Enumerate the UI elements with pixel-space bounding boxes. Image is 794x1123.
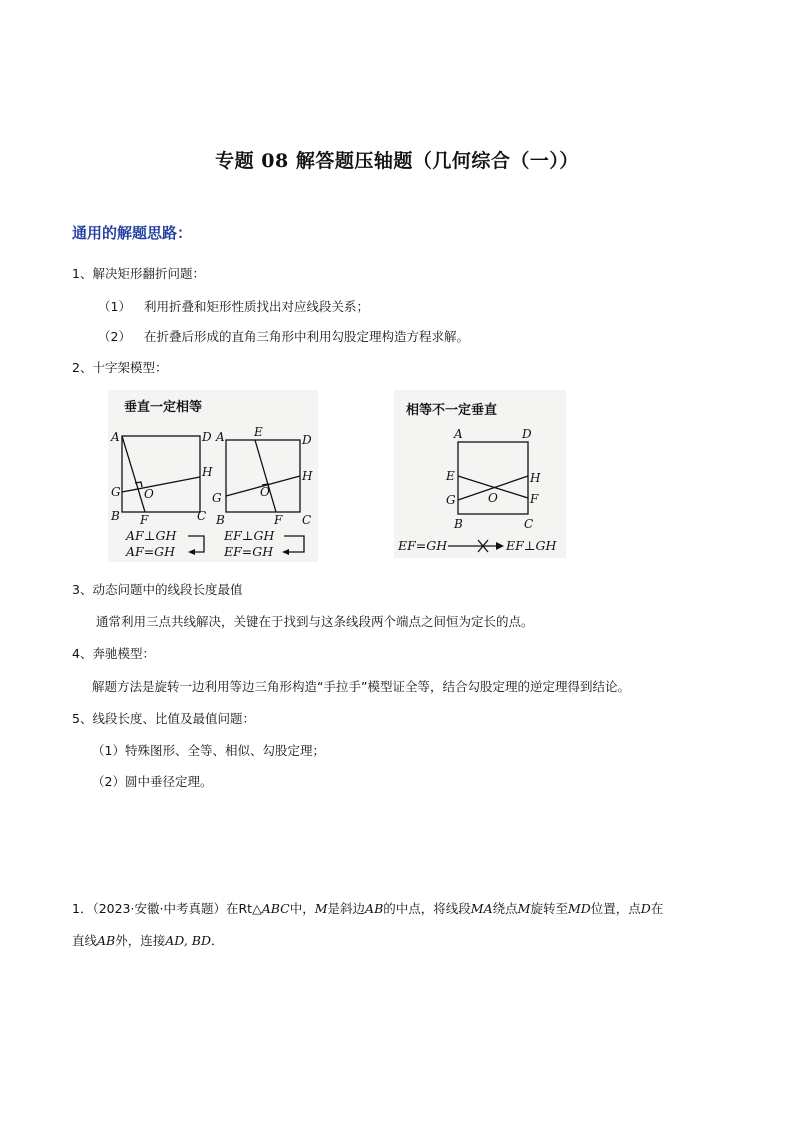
math-md: MD bbox=[567, 901, 591, 916]
item-1-label: 1、解决矩形翻折问题： bbox=[72, 266, 205, 281]
label-o: O bbox=[488, 491, 498, 505]
label-d: D bbox=[202, 430, 212, 444]
item-3-text: 通常利用三点共线解决，关键在于找到与这条线段两个端点之间恒为定长的点。 bbox=[96, 614, 534, 629]
problem-text: ． bbox=[211, 933, 224, 948]
figure-caption: 相等不一定垂直 bbox=[406, 403, 498, 418]
figure-perpendicular-implies-equal bbox=[108, 390, 318, 562]
label-h: H bbox=[202, 465, 213, 479]
math-abc: ABC bbox=[261, 901, 290, 916]
label-o: O bbox=[144, 487, 154, 501]
math-ab: AB bbox=[97, 933, 116, 948]
label-e: E bbox=[254, 425, 263, 439]
label-g: G bbox=[111, 485, 121, 499]
page-title: 专题 08 解答题压轴题（几何综合（一）） bbox=[215, 150, 579, 172]
equation-perpendicular: AF⊥GH bbox=[126, 528, 177, 543]
equation-perpendicular: EF⊥GH bbox=[224, 528, 275, 543]
problem-text: 1．（2023·安徽·中考真题）在Rt bbox=[72, 901, 253, 916]
label-c: C bbox=[302, 513, 312, 527]
problem-text: 的中点，将线段 bbox=[383, 901, 471, 916]
problem-text: 直线 bbox=[72, 933, 98, 948]
label-f: F bbox=[140, 513, 149, 527]
equation-equal: EF=GH bbox=[224, 544, 274, 559]
item-4-label: 4、奔驰模型： bbox=[72, 646, 155, 661]
item-4-text: 解题方法是旋转一边利用等边三角形构造“手拉手”模型证全等，结合勾股定理的逆定理得到结论。 bbox=[92, 679, 630, 694]
label-f: F bbox=[530, 492, 539, 506]
problem-1-line-1 bbox=[72, 899, 663, 917]
equation-equal: EF=GH bbox=[398, 538, 448, 553]
label-a: A bbox=[111, 430, 120, 444]
label-c: C bbox=[197, 509, 207, 523]
math-ab: AB bbox=[365, 901, 384, 916]
label-b: B bbox=[216, 513, 225, 527]
label-g: G bbox=[212, 491, 222, 505]
label-b: B bbox=[111, 509, 120, 523]
item-1-sub-2 bbox=[98, 327, 469, 345]
figure-equal-not-necessarily-perpendicular bbox=[394, 390, 566, 558]
section-heading: 通用的解题思路： bbox=[72, 224, 193, 242]
math-m: M bbox=[314, 901, 328, 916]
label-h: H bbox=[302, 469, 313, 483]
math-ma: MA bbox=[470, 901, 493, 916]
label-d: D bbox=[302, 433, 312, 447]
item-5-label: 5、线段长度、比值及最值问题： bbox=[72, 711, 255, 726]
equation-equal: AF=GH bbox=[126, 544, 176, 559]
math-ad-bd: AD, BD bbox=[165, 933, 212, 948]
problem-text: 旋转至 bbox=[530, 901, 568, 916]
figure-caption: 垂直一定相等 bbox=[124, 400, 203, 415]
equation-perpendicular: EF⊥GH bbox=[506, 538, 557, 553]
triangle-symbol: △ bbox=[252, 901, 262, 916]
item-5-sub-1: （1）特殊图形、全等、相似、勾股定理； bbox=[92, 743, 325, 758]
label-e: E bbox=[446, 469, 455, 483]
label-b: B bbox=[454, 517, 463, 531]
label-c: C bbox=[524, 517, 534, 531]
problem-text: 外，连接 bbox=[115, 933, 166, 948]
problem-text: 位置，点 bbox=[590, 901, 641, 916]
label-o: O bbox=[260, 485, 270, 499]
problem-1-line-2 bbox=[72, 931, 224, 949]
label-h: H bbox=[530, 471, 541, 485]
problem-text: 中， bbox=[289, 901, 315, 916]
sub-text: 利用折叠和矩形性质找出对应线段关系； bbox=[144, 299, 370, 314]
problem-text: 在 bbox=[650, 901, 664, 916]
item-2-label: 2、十字架模型： bbox=[72, 360, 168, 375]
item-5-sub-2: （2）圆中垂径定理。 bbox=[92, 774, 213, 789]
label-d: D bbox=[522, 427, 532, 441]
label-g: G bbox=[446, 493, 456, 507]
sub-number: （2） bbox=[98, 329, 131, 344]
sub-text: 在折叠后形成的直角三角形中利用勾股定理构造方程求解。 bbox=[144, 329, 470, 344]
item-1-sub-1 bbox=[98, 297, 369, 315]
math-d: D bbox=[640, 901, 651, 916]
sub-number: （1） bbox=[98, 299, 131, 314]
problem-text: 绕点 bbox=[492, 901, 518, 916]
label-f: F bbox=[274, 513, 283, 527]
item-3-label: 3、动态问题中的线段长度最值 bbox=[72, 582, 243, 597]
label-a: A bbox=[216, 430, 225, 444]
math-m: M bbox=[517, 901, 531, 916]
label-a: A bbox=[454, 427, 463, 441]
problem-text: 是斜边 bbox=[327, 901, 366, 916]
